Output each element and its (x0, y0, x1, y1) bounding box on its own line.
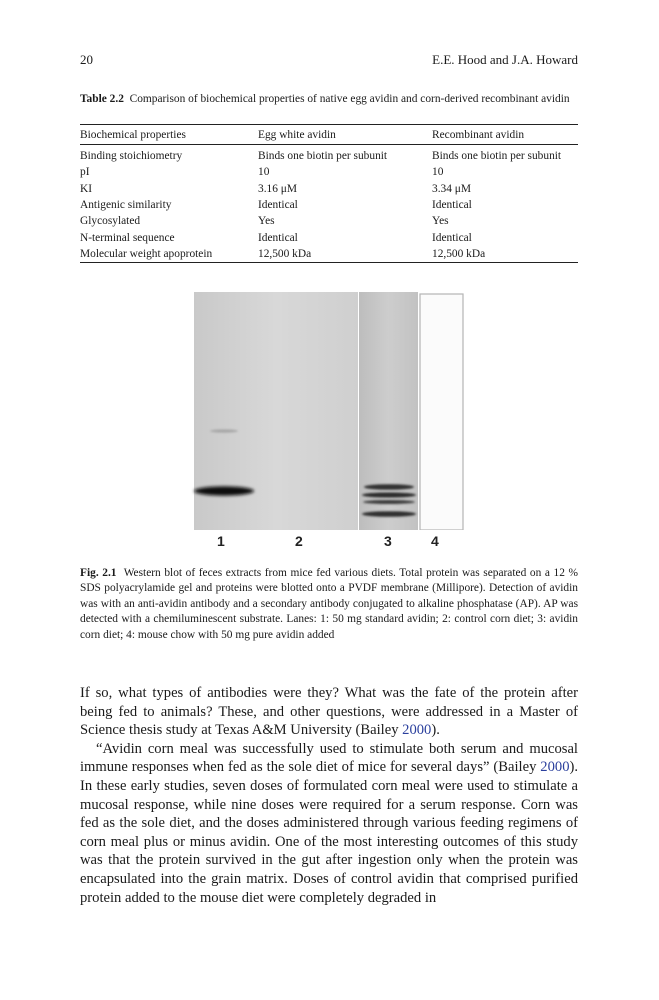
table-cell: 10 (432, 166, 444, 179)
table-cell: Identical (258, 199, 298, 212)
paragraph-text: ). In these early studies, seven doses of formulated corn meal were used to stimulate a mucosal response, while nine doses were required for a serum response. Corn was fed as the sole diet, and the doses administered through various feeding regimens of corn meal plus or minus avidin. One of the most interesting outcomes of this study was that the protein survived in the gut after ingestion only when the protein was encapsulated into the grain matrix. Doses of control avidin that comprised purified protein added to the mouse diet were completely degraded in (80, 759, 578, 906)
column-header: Biochemical properties (80, 125, 258, 145)
table-cell: Identical (432, 231, 472, 244)
lane-3-band (364, 484, 414, 490)
table-cell: 3.16 μM (258, 182, 298, 195)
running-head (80, 52, 578, 68)
table-cell: KI (80, 182, 93, 195)
paragraph (80, 684, 578, 740)
paragraph-text: “Avidin corn meal was successfully used to stimulate both serum and mucosal immune responses when fed as the sole diet of mice for several days” (Bailey (80, 740, 578, 776)
table-row (80, 181, 578, 197)
paragraph (80, 740, 578, 907)
figure-label: Fig. 2.1 (80, 567, 117, 579)
table-row (80, 197, 578, 213)
citation-link[interactable]: 2000 (540, 759, 570, 776)
figure-caption (80, 566, 578, 643)
table-cell: Yes (258, 215, 275, 228)
table-cell: Molecular weight apoprotein (80, 246, 258, 263)
figure-caption-text: Western blot of feces extracts from mice fed various diets. Total protein was separated on a 12 % SDS polyacrylamide gel and proteins were blotted onto a PVDF membrane (Millipore). Detection of avidin was with an anti-avidin antibody and a secondary antibody conjugated to alkaline phosphatase (AP). AP was detected with a chemiluminescent substrate. Lanes: 1: 50 mg standard avidin; 2: control corn diet; 3: avidin corn diet; 4: mouse chow with 50 mg pure avidin added (80, 567, 578, 641)
properties-table (80, 124, 578, 263)
western-blot-figure (191, 290, 467, 552)
table-cell: Glycosylated (80, 215, 141, 228)
lane-3-band (363, 500, 415, 504)
table-cell: Yes (432, 215, 449, 228)
lane-3-band (362, 492, 416, 497)
lane-label-4: 4 (431, 533, 439, 549)
western-blot-image (191, 290, 467, 530)
paragraph-text: ). (431, 722, 440, 739)
table-row (80, 213, 578, 229)
table-cell: Binds one biotin per subunit (432, 150, 562, 163)
table-cell: 3.34 μM (432, 182, 472, 195)
table-label: Table 2.2 (80, 93, 124, 105)
column-header: Recombinant avidin (432, 125, 578, 145)
page-number: 20 (80, 52, 93, 67)
table-cell: pI (80, 166, 90, 179)
table-cell: 12,500 kDa (432, 246, 578, 263)
table-caption (80, 92, 578, 107)
table-cell: 10 (258, 166, 270, 179)
gel-panel-lane-4 (420, 294, 463, 530)
table-row (80, 164, 578, 180)
lane-3-band (362, 511, 416, 517)
lane-label-1: 1 (217, 533, 225, 549)
lane-1-faint-band (210, 429, 238, 432)
table-row (80, 229, 578, 245)
table-header-row (80, 125, 578, 145)
body-text (80, 684, 578, 907)
table-cell: Antigenic similarity (80, 199, 172, 212)
table-caption-text: Comparison of biochemical properties of native egg avidin and corn-derived recombinant avidin (129, 93, 570, 105)
citation-link[interactable]: 2000 (402, 722, 432, 739)
column-header: Egg white avidin (258, 125, 432, 145)
table-cell: Binds one biotin per subunit (258, 150, 388, 163)
table-cell: Identical (258, 231, 298, 244)
table-cell: N-terminal sequence (80, 231, 175, 244)
table-cell: Binding stoichiometry (80, 150, 183, 163)
table-row (80, 145, 578, 165)
paragraph-text: If so, what types of antibodies were they? What was the fate of the protein after being fed to animals? These, and other questions, were addressed in a Master of Science thesis study at Texas A&M University (Bailey (80, 685, 578, 739)
running-head-authors: E.E. Hood and J.A. Howard (432, 52, 578, 67)
table-cell: 12,500 kDa (258, 246, 432, 263)
lane-label-2: 2 (295, 533, 303, 549)
table-cell: Identical (432, 199, 472, 212)
table-row (80, 246, 578, 263)
lane-label-3: 3 (384, 533, 392, 549)
lane-1-avidin-band (194, 486, 254, 495)
